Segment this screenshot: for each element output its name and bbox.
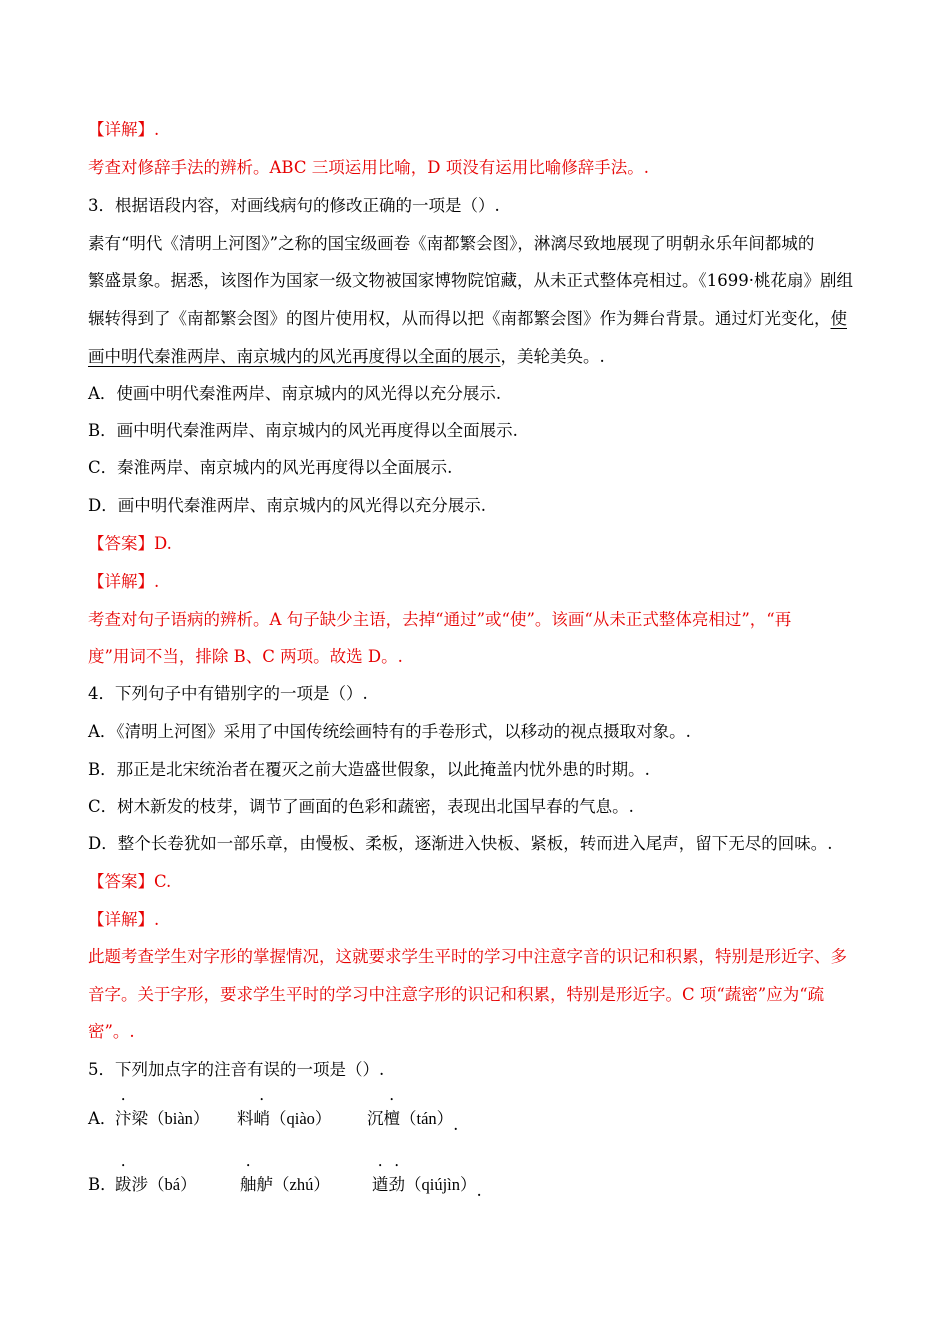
q3-passage-line-2: 繁盛景象。据悉，该图作为国家一级文物被国家博物院馆藏，从未正式整体亮相过。《1699·桃花扇》剧组 (88, 271, 853, 290)
q5-item-rest: 舻（zhú） (256, 1175, 330, 1194)
q2-detail-tag: 【详解】. (88, 120, 160, 139)
q4-answer-tag: 【答案】 (88, 872, 154, 891)
q3-answer-tag: 【答案】 (88, 534, 154, 553)
q3-stem: 3．根据语段内容，对画线病句的修改正确的一项是（）. (88, 196, 500, 215)
q5-option-b-item-3 (372, 1174, 482, 1200)
q5-dotted-char: 跋 (115, 1175, 132, 1194)
q4-detail-tag: 【详解】. (88, 910, 160, 929)
q4-option-c: C．树木新发的枝芽，调节了画面的色彩和蔬密，表现出北国早春的气息。. (88, 797, 634, 816)
q3-option-b: B．画中明代秦淮两岸、南京城内的风光再度得以全面展示. (88, 421, 518, 440)
q5-item-rest: 涉（bá） (131, 1175, 197, 1194)
q3-detail-line-1: 考查对句子语病的辨析。A 句子缺少主语，去掉“通过”或“使”。该画“从未正式整体亮相过”，“再 (88, 610, 792, 629)
q5-option-a-label: A． (88, 1109, 117, 1128)
q4-detail-line-2: 音字。关于字形，要求学生平时的学习中注意字形的识记和积累，特别是形近字。C 项“蔬密”应为“疏 (88, 985, 825, 1004)
q5-item-rest: （tán） (400, 1109, 454, 1128)
q5-option-a-item-3 (367, 1108, 459, 1134)
q4-option-a: A．《清明上河图》采用了中国传统绘画特有的手卷形式，以移动的视点摄取对象。. (88, 722, 691, 741)
q5-dotted-char: 遒 (372, 1175, 389, 1194)
q5-item-end: . (476, 1181, 482, 1200)
q5-item-end: . (453, 1115, 459, 1134)
q5-stem: 5．下列加点字的注音有误的一项是（）. (88, 1060, 385, 1079)
q5-dotted-char: 檀 (383, 1109, 400, 1128)
q3-passage-end: ，美轮美奂。. (500, 347, 605, 366)
q4-option-b: B．那正是北宋统治者在覆灭之前大造盛世假象，以此掩盖内忧外患的时期。. (88, 760, 650, 779)
q4-detail-line-1: 此题考查学生对字形的掌握情况，这就要求学生平时的学习中注意字音的识记和积累，特别是形近字、多 (88, 947, 847, 966)
q5-item-rest: 梁（biàn） (131, 1109, 210, 1128)
q5-dotted-char: 劲 (388, 1175, 405, 1194)
q3-detail-tag: 【详解】. (88, 572, 160, 591)
q3-passage-line-3 (88, 308, 847, 330)
q5-item-rest: （qiújìn） (405, 1175, 477, 1194)
q3-option-a: A．使画中明代秦淮两岸、南京城内的风光得以充分展示. (88, 384, 502, 403)
q5-plain-char: 料 (237, 1109, 254, 1128)
q5-dotted-char: 汴 (115, 1109, 132, 1128)
q4-stem: 4．下列句子中有错别字的一项是（）. (88, 684, 368, 703)
q3-option-c: C．秦淮两岸、南京城内的风光再度得以全面展示. (88, 458, 453, 477)
q5-option-b-item-2 (240, 1174, 330, 1196)
q5-option-a-item-2 (237, 1108, 331, 1130)
q5-option-a-item-1 (115, 1108, 209, 1130)
q4-option-d: D．整个长卷犹如一部乐章，由慢板、柔板，逐渐进入快板、紧板，转而进入尾声，留下无尽的回味。. (88, 834, 833, 853)
q5-dotted-char: 舳 (240, 1175, 257, 1194)
q3-passage-line-1: 素有“明代《清明上河图》”之称的国宝级画卷《南都繁会图》，淋漓尽致地展现了明朝永乐年间都城的 (88, 234, 815, 253)
q4-detail-line-3: 密”。. (88, 1022, 135, 1041)
q3-answer (88, 533, 172, 555)
q3-underlined-sentence-start: 使 (830, 309, 847, 328)
q4-answer-value: C. (154, 872, 172, 891)
q4-answer (88, 871, 171, 893)
q3-detail-line-2: 度”用词不当，排除 B、C 两项。故选 D。. (88, 647, 403, 666)
q5-item-rest: （qiào） (270, 1109, 332, 1128)
q5-option-b-label: B． (88, 1175, 117, 1194)
q3-option-d: D．画中明代秦淮两岸、南京城内的风光得以充分展示. (88, 496, 486, 515)
q5-option-b-item-1 (115, 1174, 197, 1196)
q3-underlined-sentence: 画中明代秦淮两岸、南京城内的风光再度得以全面的展示 (88, 347, 501, 366)
q3-passage-text: 辗转得到了《南都繁会图》的图片使用权，从而得以把《南都繁会图》作为舞台背景。通过灯光变化， (88, 309, 831, 328)
q5-plain-char: 沉 (367, 1109, 384, 1128)
q3-passage-line-4 (88, 346, 605, 368)
q5-dotted-char: 峭 (253, 1109, 270, 1128)
q3-answer-value: D. (154, 534, 172, 553)
q2-detail-text: 考查对修辞手法的辨析。ABC 三项运用比喻，D 项没有运用比喻修辞手法。. (88, 158, 649, 177)
